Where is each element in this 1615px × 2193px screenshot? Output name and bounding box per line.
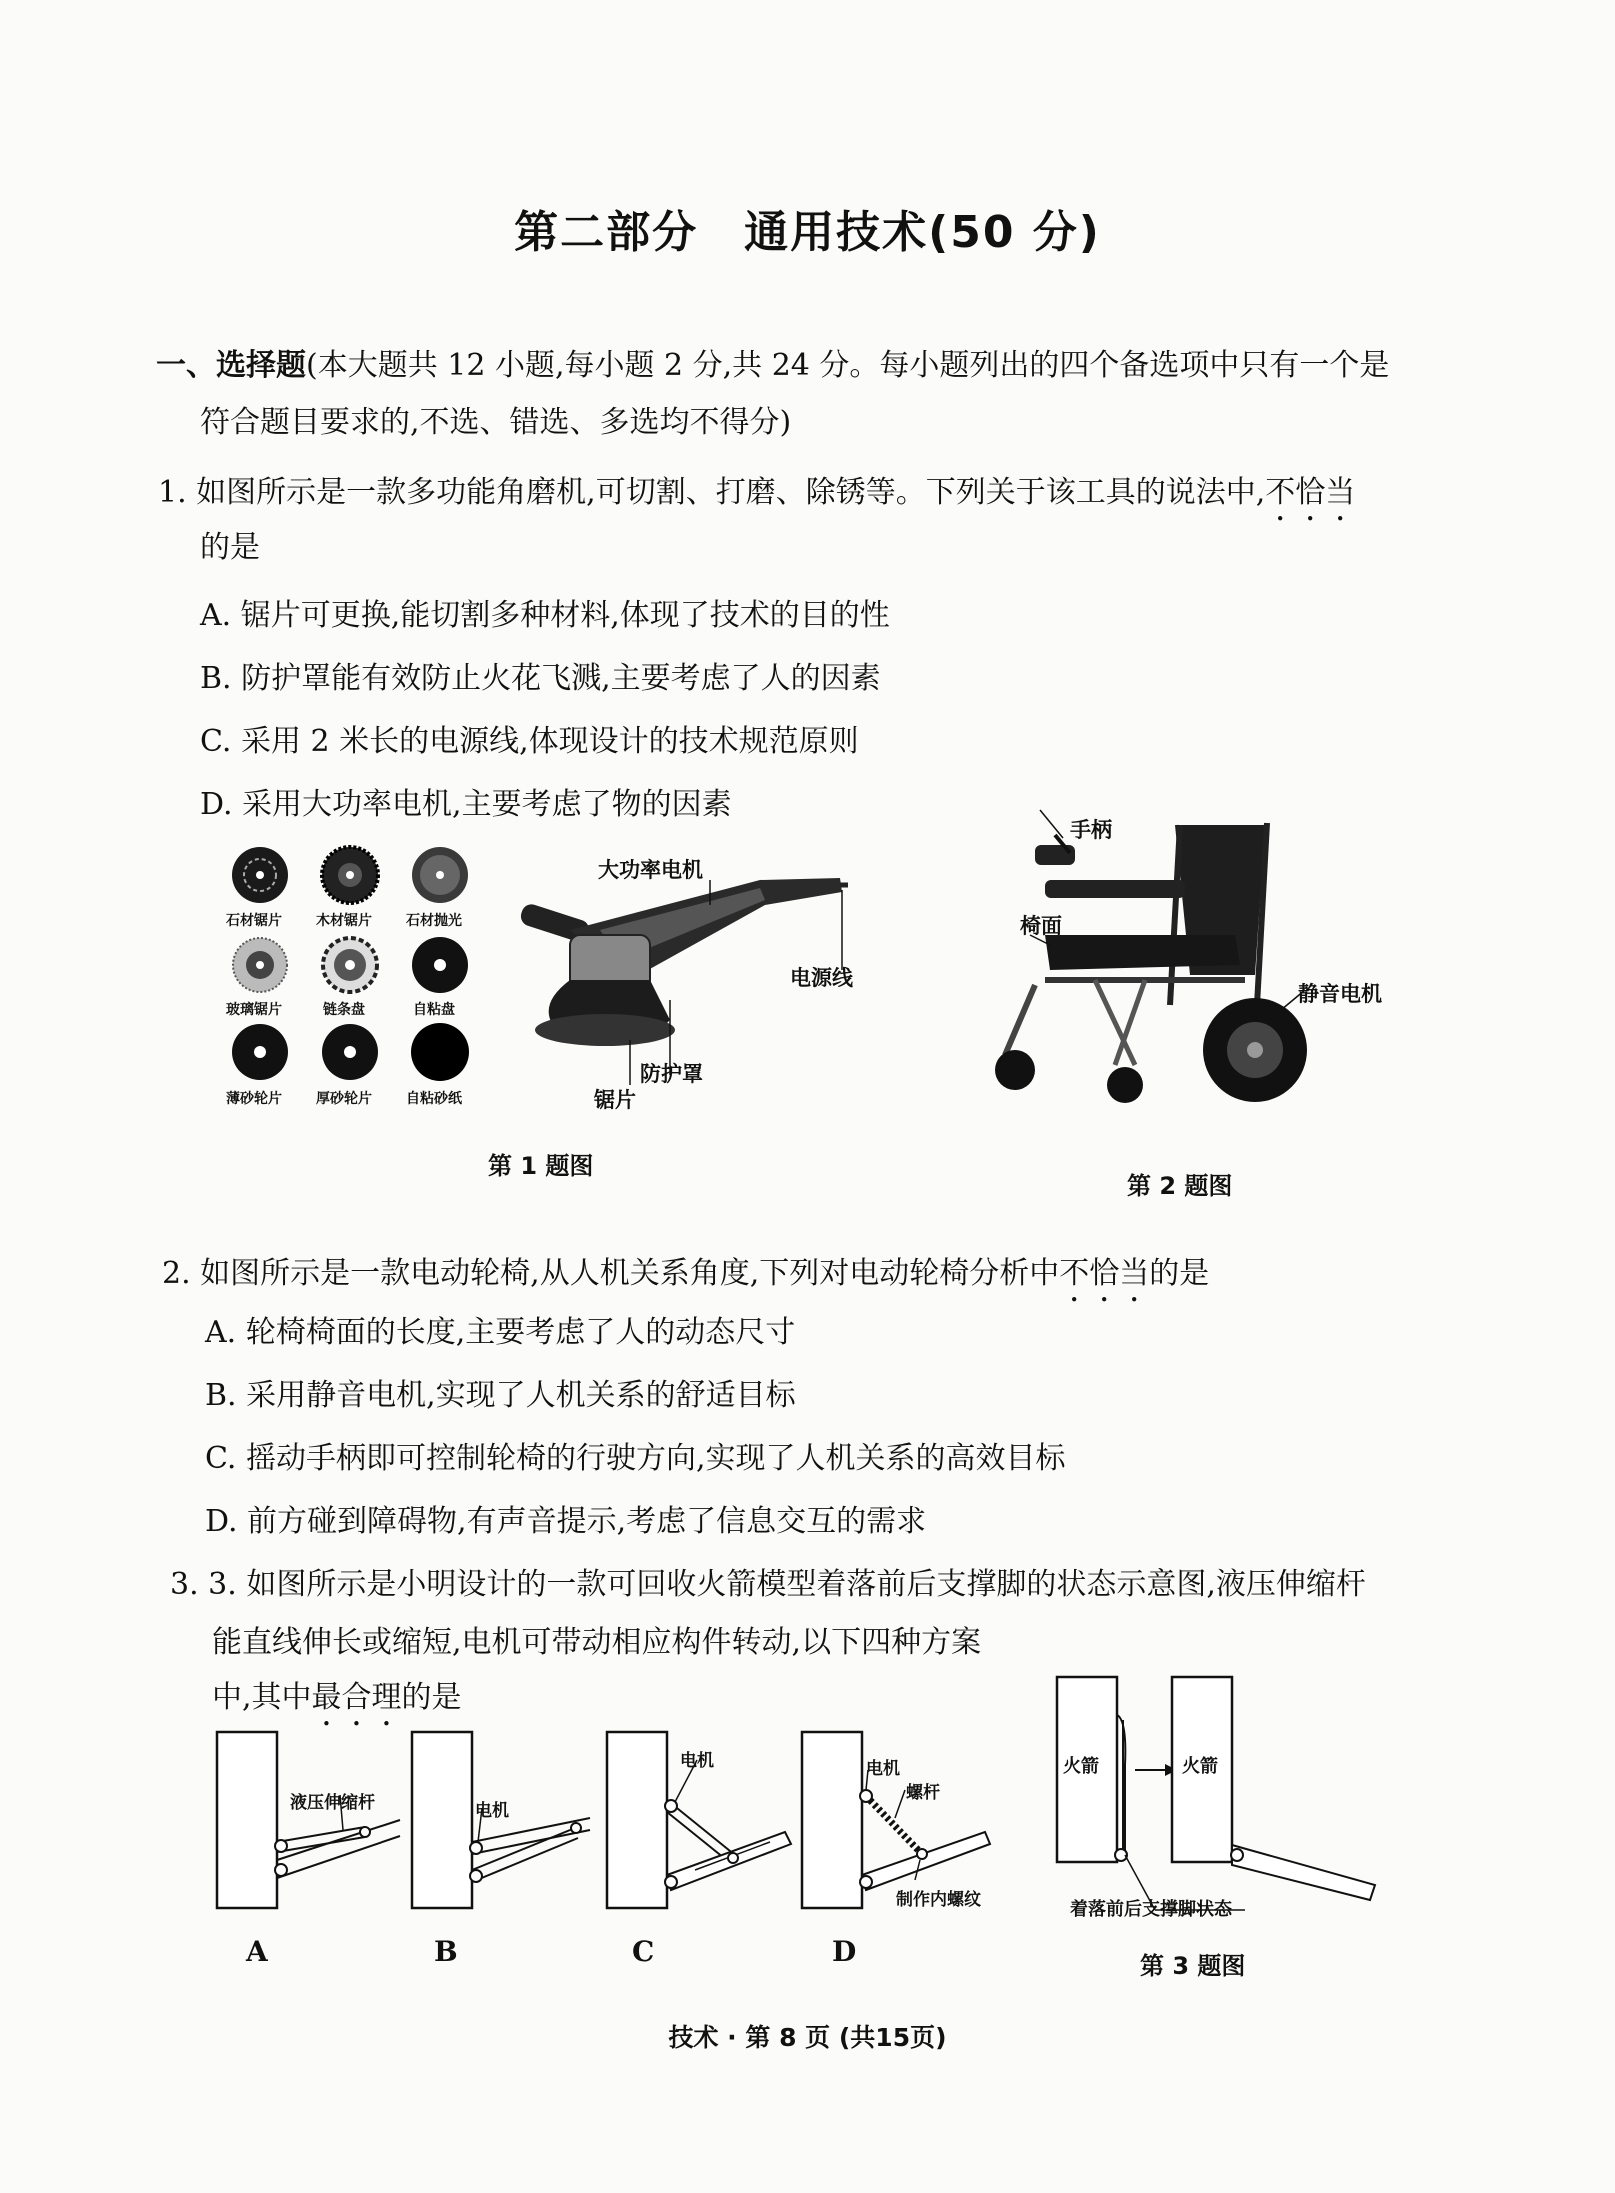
glass-saw-disc-icon bbox=[230, 935, 290, 995]
q1-emphasis: 不恰当 bbox=[1265, 475, 1356, 510]
scheme-c-label: C bbox=[632, 1935, 655, 1968]
disc-label: 薄砂轮片 bbox=[226, 1091, 282, 1107]
q1-stem-line-2: 的是 bbox=[200, 530, 260, 565]
q1-option-c: C. 采用 2 米长的电源线,体现设计的技术规范原则 bbox=[200, 724, 859, 759]
q2-stem bbox=[162, 1248, 1209, 1309]
q2-option-c: C. 摇动手柄即可控制轮椅的行驶方向,实现了人机关系的高效目标 bbox=[205, 1441, 1066, 1476]
scheme-b-motor-label: 电机 bbox=[475, 1801, 509, 1821]
q3-number: 3. bbox=[170, 1567, 199, 1602]
page-footer: 技术 · 第 8 页 (共15页) bbox=[668, 2023, 947, 2052]
q3-stem-line-2: 能直线伸长或缩短,电机可带动相应构件转动,以下四种方案 bbox=[212, 1625, 982, 1660]
disc-label: 石材抛光 bbox=[406, 913, 462, 929]
support-leg-state-label: 着落前后支撑脚状态 bbox=[1070, 1899, 1232, 1920]
scheme-d-thread-label: 制作内螺纹 bbox=[896, 1890, 981, 1910]
scheme-d-diagram bbox=[800, 1730, 1000, 1910]
disc-label: 厚砂轮片 bbox=[316, 1091, 372, 1107]
grinder-motor-label: 大功率电机 bbox=[598, 858, 703, 882]
thick-grinding-disc-icon bbox=[320, 1022, 380, 1082]
rocket-label-after: 火箭 bbox=[1182, 1756, 1218, 1777]
q2-stem-text: 如图所示是一款电动轮椅,从人机关系角度,下列对电动轮椅分析中 bbox=[200, 1256, 1060, 1291]
q3-emphasis: 最合理 bbox=[311, 1680, 402, 1715]
disc-label: 玻璃锯片 bbox=[226, 1002, 282, 1018]
figure-3-caption: 第 3 题图 bbox=[1140, 1952, 1246, 1980]
wood-saw-disc-icon bbox=[320, 845, 380, 905]
q3-stem-line-3-post: 的是 bbox=[401, 1680, 462, 1715]
instructions-line-1: (本大题共 12 小题,每小题 2 分,共 24 分。每小题列出的四个备选项中只有一个是 bbox=[306, 348, 1390, 383]
disc-label: 自粘盘 bbox=[413, 1002, 455, 1018]
q2-number: 2. bbox=[162, 1256, 191, 1291]
thin-grinding-disc-icon bbox=[230, 1022, 290, 1082]
electric-wheelchair-illustration bbox=[975, 805, 1335, 1135]
q3-stem bbox=[170, 1559, 1366, 1603]
stone-polish-disc-icon bbox=[410, 845, 470, 905]
disc-label: 链条盘 bbox=[323, 1002, 365, 1018]
q2-option-a: A. 轮椅椅面的长度,主要考虑了人的动态尺寸 bbox=[205, 1315, 796, 1350]
q1-option-b: B. 防护罩能有效防止火花飞溅,主要考虑了人的因素 bbox=[200, 661, 881, 696]
scheme-d-motor-label: 电机 bbox=[866, 1759, 900, 1779]
scheme-d-screw-label: 螺杆 bbox=[906, 1783, 940, 1803]
q1-stem bbox=[158, 467, 1355, 528]
figure-1-caption: 第 1 题图 bbox=[488, 1152, 594, 1180]
rocket-label-before: 火箭 bbox=[1063, 1756, 1099, 1777]
scheme-d-label: D bbox=[832, 1935, 857, 1968]
instructions-line-2: 符合题目要求的,不选、错选、多选均不得分) bbox=[200, 405, 792, 440]
q2-stem-end: 的是 bbox=[1149, 1256, 1210, 1291]
q1-number: 1. bbox=[158, 475, 187, 510]
q1-stem-text: 如图所示是一款多功能角磨机,可切割、打磨、除锈等。下列关于该工具的说法中, bbox=[196, 475, 1266, 510]
q2-option-b: B. 采用静音电机,实现了人机关系的舒适目标 bbox=[205, 1378, 796, 1413]
sandpaper-disc-icon bbox=[410, 1022, 470, 1082]
disc-label: 石材锯片 bbox=[226, 913, 282, 929]
adhesive-disc-icon bbox=[410, 935, 470, 995]
grinder-cord-label: 电源线 bbox=[790, 966, 853, 990]
scheme-b-label: B bbox=[434, 1935, 458, 1968]
q1-option-d: D. 采用大功率电机,主要考虑了物的因素 bbox=[200, 787, 732, 822]
chain-disc-icon bbox=[320, 935, 380, 995]
section-heading: 一、选择题 bbox=[156, 348, 306, 383]
page-title: 第二部分 通用技术(50 分) bbox=[514, 207, 1101, 258]
grinder-blade-label: 锯片 bbox=[594, 1088, 636, 1112]
wheelchair-seat-label: 椅面 bbox=[1020, 914, 1062, 938]
q3-stem-line-3-pre: 中,其中 bbox=[212, 1680, 312, 1715]
disc-label: 自粘砂纸 bbox=[406, 1091, 462, 1107]
section-instructions bbox=[156, 340, 1389, 384]
q2-option-d: D. 前方碰到障碍物,有声音提示,考虑了信息交互的需求 bbox=[205, 1504, 927, 1539]
q3-stem-line-3 bbox=[212, 1672, 462, 1733]
wheelchair-handle-label: 手柄 bbox=[1070, 818, 1112, 842]
wheelchair-motor-label: 静音电机 bbox=[1298, 982, 1382, 1006]
scheme-a-label: A bbox=[246, 1935, 268, 1968]
scheme-a-diagram bbox=[215, 1730, 405, 1910]
q3-stem-text: 3. 如图所示是小明设计的一款可回收火箭模型着落前后支撑脚的状态示意图,液压伸缩杆 bbox=[208, 1567, 1366, 1602]
figure-2-caption: 第 2 题图 bbox=[1127, 1172, 1233, 1200]
grinder-guard-label: 防护罩 bbox=[640, 1062, 703, 1086]
q1-option-a: A. 锯片可更换,能切割多种材料,体现了技术的目的性 bbox=[200, 598, 890, 633]
q2-emphasis: 不恰当 bbox=[1059, 1256, 1150, 1291]
scheme-c-motor-label: 电机 bbox=[680, 1751, 714, 1771]
disc-label: 木材锯片 bbox=[316, 913, 372, 929]
stone-saw-disc-icon bbox=[230, 845, 290, 905]
hydraulic-rod-label: 液压伸缩杆 bbox=[290, 1793, 375, 1813]
